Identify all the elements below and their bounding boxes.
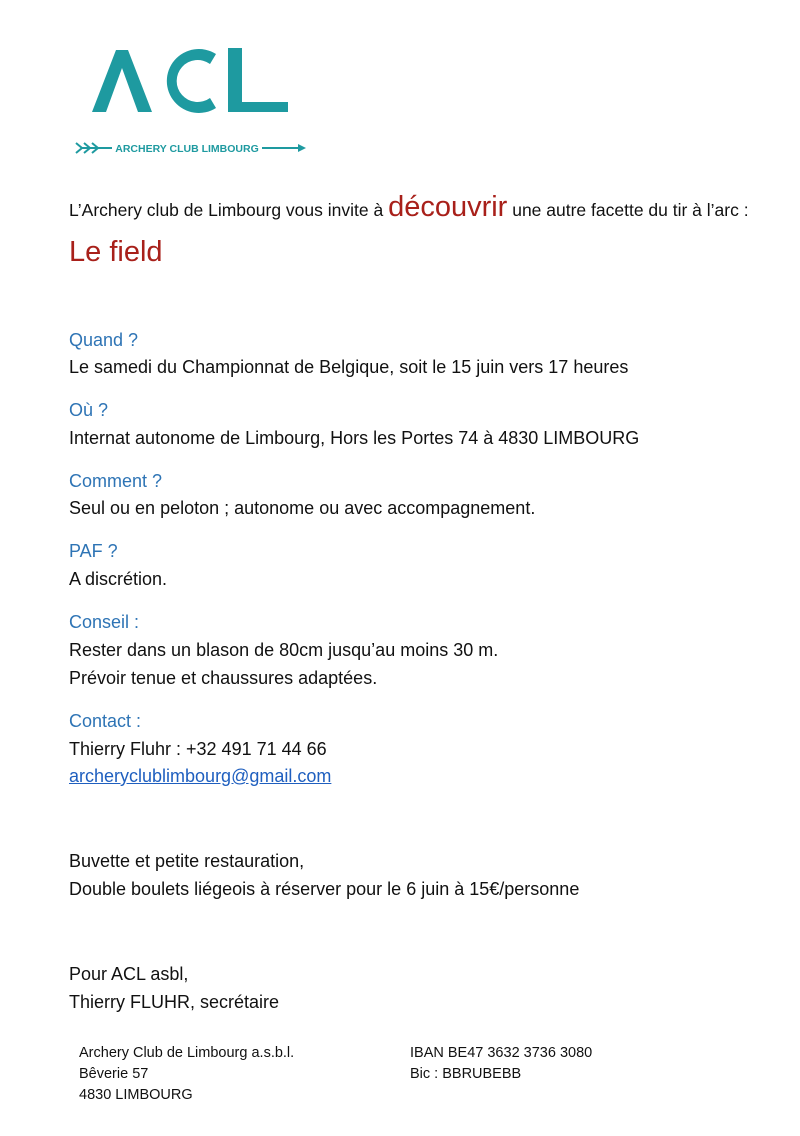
signature-line-2: Thierry FLUHR, secrétaire <box>69 992 280 1012</box>
section-text-comment: Seul ou en peloton ; autonome ou avec accompagnement. <box>69 498 536 518</box>
intro-highlight-field: Le field <box>69 236 163 268</box>
section-title-quand: Quand ? <box>69 330 139 350</box>
section-title-contact: Contact : <box>69 711 142 731</box>
intro-paragraph <box>69 186 749 276</box>
section-text-conseil-2: Prévoir tenue et chaussures adaptées. <box>69 668 378 688</box>
footer-bank <box>410 1043 592 1085</box>
contact-phone: Thierry Fluhr : +32 491 71 44 66 <box>69 739 327 759</box>
intro-text-part1: L’Archery club de Limbourg vous invite à <box>69 200 389 220</box>
intro-highlight-decouvrir: découvrir <box>388 191 508 223</box>
section-text-quand: Le samedi du Championnat de Belgique, soit le 15 juin vers 17 heures <box>69 357 629 377</box>
acl-logo-graphic <box>70 40 310 160</box>
footer-address-line: 4830 LIMBOURG <box>79 1087 193 1103</box>
club-logo <box>70 40 310 160</box>
extras-line-2: Double boulets liégeois à réserver pour le 6 juin à 15€/personne <box>69 879 580 899</box>
footer-address-line: Bêverie 57 <box>79 1066 149 1082</box>
footer-address <box>79 1043 294 1106</box>
intro-text-part2: une autre facette du tir à l’arc : <box>507 200 749 220</box>
footer-iban: IBAN BE47 3632 3736 3080 <box>410 1045 593 1061</box>
contact-email-link[interactable]: archeryclublimbourg@gmail.com <box>69 766 332 786</box>
section-title-paf: PAF ? <box>69 541 118 561</box>
section-title-ou: Où ? <box>69 400 109 420</box>
section-text-ou: Internat autonome de Limbourg, Hors les Portes 74 à 4830 LIMBOURG <box>69 428 640 448</box>
extras-line-1: Buvette et petite restauration, <box>69 851 305 871</box>
footer-address-line: Archery Club de Limbourg a.s.b.l. <box>79 1045 295 1061</box>
section-title-comment: Comment ? <box>69 471 163 491</box>
section-title-conseil: Conseil : <box>69 612 140 632</box>
footer-bic: Bic : BBRUBEBB <box>410 1066 522 1082</box>
logo-subtitle: ARCHERY CLUB LIMBOURG <box>115 143 259 155</box>
section-text-conseil-1: Rester dans un blason de 80cm jusqu’au moins 30 m. <box>69 640 499 660</box>
section-text-paf: A discrétion. <box>69 569 168 589</box>
signature-line-1: Pour ACL asbl, <box>69 964 189 984</box>
